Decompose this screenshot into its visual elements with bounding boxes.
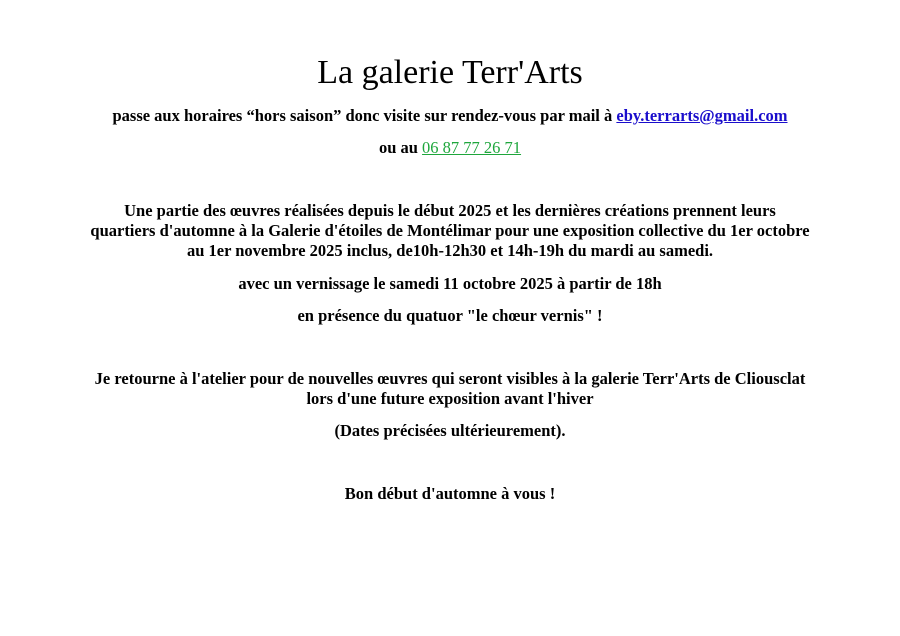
phone-prefix: ou au xyxy=(378,138,423,157)
phone-line xyxy=(0,138,900,158)
exhibition-line-3: au 1er novembre 2025 inclus, de10h-12h30 et 14h-19h du mardi au samedi. xyxy=(186,241,714,260)
phone-link[interactable]: 06 87 77 26 71 xyxy=(422,138,522,157)
exhibition-line-1: Une partie des œuvres réalisées depuis le début 2025 et les dernières créations prennent leurs xyxy=(124,201,776,220)
atelier-line-1: Je retourne à l'atelier pour de nouvelles œuvres qui seront visibles à la galerie Terr'Arts de Cliousclat xyxy=(94,369,806,388)
atelier-paragraph xyxy=(40,369,860,409)
email-link[interactable]: eby.terrarts@gmail.com xyxy=(616,106,788,125)
exhibition-paragraph xyxy=(40,201,860,261)
page-title: La galerie Terr'Arts xyxy=(317,54,583,91)
exhibition-line-2: quartiers d'automne à la Galerie d'étoiles de Montélimar pour une exposition collective du 1er octobre xyxy=(90,221,810,240)
intro-line xyxy=(0,106,900,126)
atelier-line-2: lors d'une future exposition avant l'hiver xyxy=(306,389,594,408)
intro-text: passe aux horaires “hors saison” donc visite sur rendez-vous par mail à xyxy=(112,106,617,125)
vernissage-line: avec un vernissage le samedi 11 octobre 2025 à partir de 18h xyxy=(238,274,662,293)
dates-line: (Dates précisées ultérieurement). xyxy=(334,421,566,440)
closing-line: Bon début d'automne à vous ! xyxy=(344,484,556,503)
presence-line: en présence du quatuor "le chœur vernis" ! xyxy=(297,306,603,325)
